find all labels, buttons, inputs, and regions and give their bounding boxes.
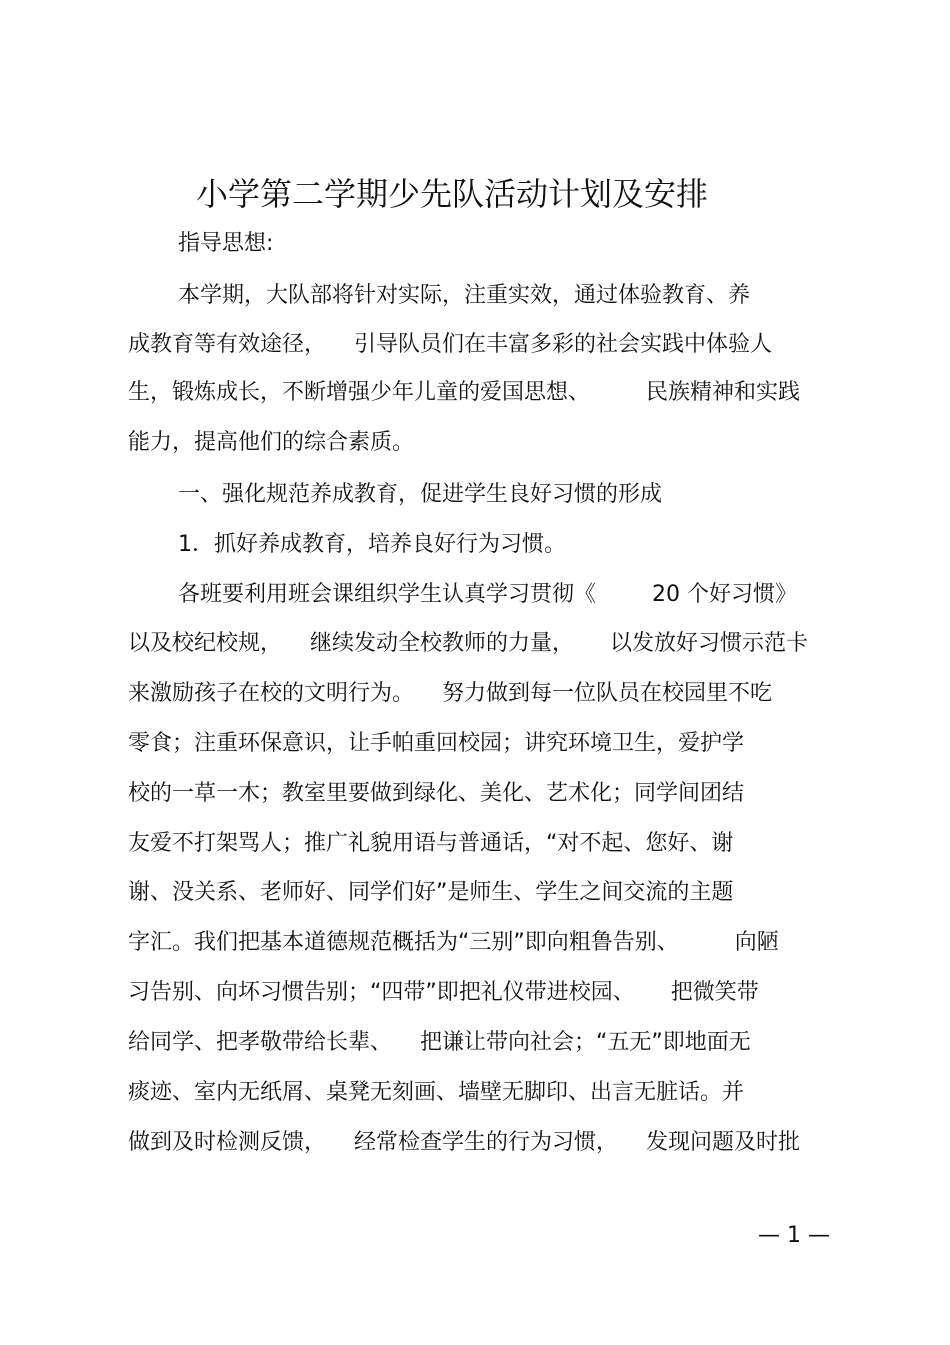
line-text: 指导思想: (178, 231, 274, 256)
line-text: 成教育等有效途径， (128, 332, 327, 357)
line-text: 习告别、向坏习惯告别；“四带”即把礼仪带进校园、 (128, 980, 635, 1005)
paragraph-line (128, 878, 733, 908)
line-text: 痰迹、室内无纸屑、桌凳无刻画、墙壁无脚印、出言无脏话。并 (128, 1080, 745, 1105)
line-text: 发现问题及时批 (646, 1130, 801, 1155)
line-text: 民族精神和实践 (646, 380, 801, 405)
paragraph-line (128, 1078, 744, 1108)
paragraph-line (178, 580, 797, 610)
paragraph-line (128, 978, 759, 1008)
paragraph-line (128, 729, 744, 759)
page-number: — 1 — (758, 1223, 830, 1248)
line-text: 友爱不打架骂人；推广礼貌用语与普通话，“对不起、您好、谢 (128, 831, 734, 856)
paragraph-line (128, 629, 808, 659)
paragraph-line (128, 428, 414, 458)
line-text: 各班要利用班会课组织学生认真学习贯彻《 (178, 582, 597, 607)
paragraph-line (128, 330, 772, 360)
line-text: 以及校纪校规， (128, 631, 283, 656)
line-text: 继续发动全校教师的力量， (310, 631, 575, 656)
paragraph-line (128, 779, 744, 809)
paragraph-line (178, 480, 662, 510)
paragraph-line (128, 1028, 751, 1058)
line-text: 把微笑带 (670, 980, 759, 1005)
line-text: 20 个好习惯》 (652, 582, 798, 607)
line-text: 引导队员们在丰富多彩的社会实践中体验人 (354, 332, 773, 357)
paragraph-line (128, 378, 800, 408)
line-text: 以发放好习惯示范卡 (610, 631, 809, 656)
line-text: 向陋 (734, 930, 779, 955)
line-text: 来激励孩子在校的文明行为。 (128, 681, 415, 706)
line-text: 本学期，大队部将针对实际，注重实效，通过体验教育、养 (178, 283, 751, 308)
line-text: 谢、没关系、老师好、同学们好”是师生、学生之间交流的主题 (128, 880, 734, 905)
paragraph-line (178, 229, 273, 259)
line-text: 经常检查学生的行为习惯， (354, 1130, 619, 1155)
line-text: 1．抓好养成教育，培养良好行为习惯。 (178, 532, 566, 557)
line-text: 做到及时检测反馈， (128, 1130, 327, 1155)
paragraph-line (178, 281, 750, 311)
paragraph-line (128, 829, 733, 859)
paragraph-line (128, 1128, 800, 1158)
line-text: 能力，提高他们的综合素质。 (128, 430, 415, 455)
document-title: 小学第二学期少先队活动计划及安排 (196, 175, 709, 213)
line-text: 校的一草一木；教室里要做到绿化、美化、艺术化；同学间团结 (128, 781, 745, 806)
line-text: 把谦让带向社会；“五无”即地面无 (420, 1030, 751, 1055)
paragraph-line (128, 928, 779, 958)
line-text: 零食；注重环保意识，让手帕重回校园；讲究环境卫生，爱护学 (128, 731, 745, 756)
line-text: 字汇。我们把基本道德规范概括为“三别”即向粗鲁告别、 (128, 930, 679, 955)
paragraph-line (178, 530, 566, 560)
line-text: 生，锻炼成长，不断增强少年儿童的爱国思想、 (128, 380, 591, 405)
line-text: 给同学、把孝敬带给长辈、 (128, 1030, 393, 1055)
paragraph-line (128, 679, 772, 709)
line-text: 努力做到每一位队员在校园里不吃 (442, 681, 773, 706)
line-text: 一、强化规范养成教育，促进学生良好习惯的形成 (178, 482, 663, 507)
